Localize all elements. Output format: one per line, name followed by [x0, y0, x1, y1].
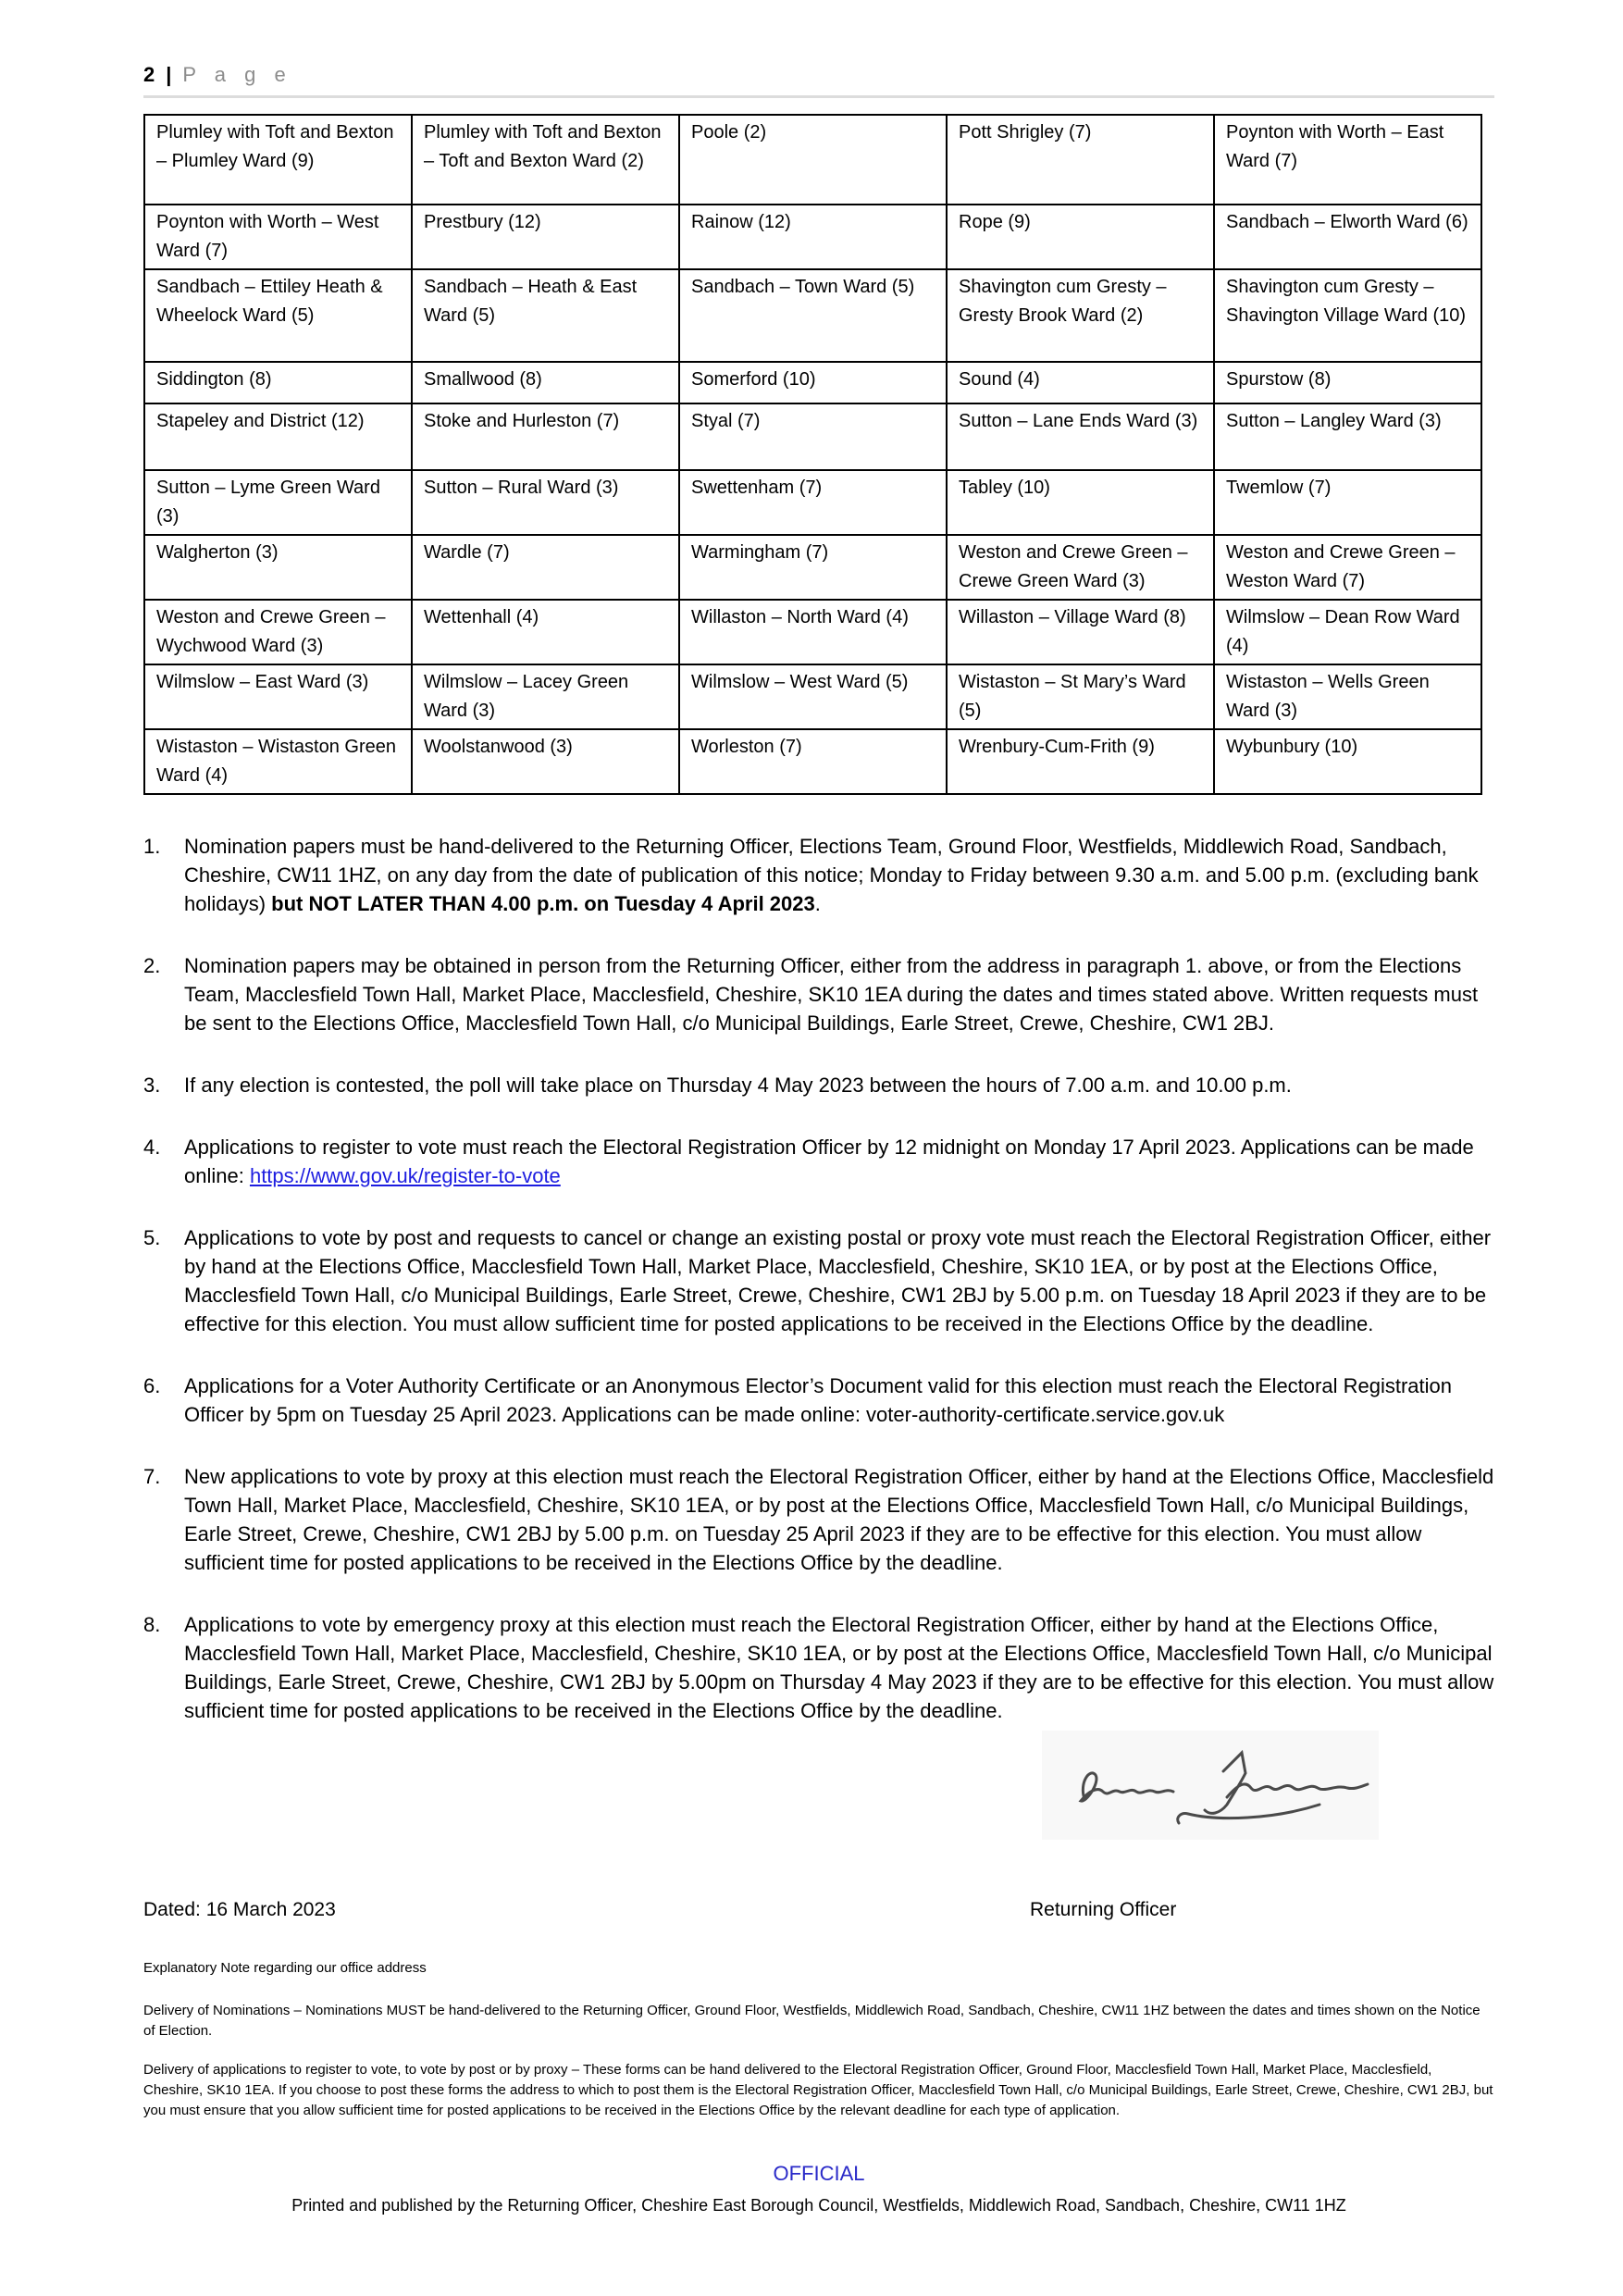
ward-cell: Wistaston – Wistaston Green Ward (4) [144, 729, 412, 794]
ward-cell: Prestbury (12) [412, 205, 679, 269]
list-item [143, 1071, 1494, 1099]
ward-cell: Wilmslow – Dean Row Ward (4) [1214, 600, 1481, 664]
ward-cell: Willaston – Village Ward (8) [947, 600, 1214, 664]
ward-cell: Sutton – Lane Ends Ward (3) [947, 403, 1214, 470]
ward-cell: Smallwood (8) [412, 362, 679, 403]
ward-cell: Willaston – North Ward (4) [679, 600, 947, 664]
table-row [144, 535, 1481, 600]
signature-area [143, 1731, 1494, 1842]
ward-cell: Wettenhall (4) [412, 600, 679, 664]
ward-cell: Wilmslow – Lacey Green Ward (3) [412, 664, 679, 729]
paragraph-text: Applications to vote by emergency proxy at this election must reach the Electoral Registration Officer, either by hand at the Elections Office, Macclesfield Town Hall, Market Place, Macclesfield, Cheshire, SK10 1EA, or by post at the Elections Office, Macclesfield Town Hall, c/o Municipal Buildings, Earle Street, Crewe, Cheshire, CW1 2BJ by 5.00pm on Thursday 4 May 2023 if they are to be effective for this election. You must allow sufficient time for posted applications to be received in the Elections Office by the deadline. [184, 1613, 1494, 1722]
ward-cell: Sutton – Lyme Green Ward (3) [144, 470, 412, 535]
page-header-separator: | [166, 63, 172, 86]
ward-cell: Plumley with Toft and Bexton – Plumley Ward (9) [144, 115, 412, 205]
list-item [143, 951, 1494, 1037]
paragraph-number: 4. [143, 1136, 161, 1159]
table-row [144, 362, 1481, 403]
paragraph-text: Nomination papers may be obtained in person from the Returning Officer, either from the address in paragraph 1. above, or from the Elections Team, Macclesfield Town Hall, Market Place, Macclesfield, Cheshire, SK10 1EA during the dates and times stated above. Written requests must be sent to the Elections Office, Macclesfield Town Hall, c/o Municipal Buildings, Earle Street, Crewe, Cheshire, CW1 2BJ. [184, 954, 1479, 1035]
ward-cell: Woolstanwood (3) [412, 729, 679, 794]
ward-cell: Poynton with Worth – West Ward (7) [144, 205, 412, 269]
table-row [144, 600, 1481, 664]
dated-label: Dated: 16 March 2023 [143, 1899, 336, 1920]
paragraph-number: 2. [143, 954, 161, 977]
paragraph-number: 5. [143, 1226, 161, 1249]
page-label: P a g e [182, 63, 292, 86]
ward-cell: Rope (9) [947, 205, 1214, 269]
ward-cell: Weston and Crewe Green – Crewe Green Ward (3) [947, 535, 1214, 600]
table-row [144, 205, 1481, 269]
ward-cell: Walgherton (3) [144, 535, 412, 600]
ward-cell: Weston and Crewe Green – Wychwood Ward (3) [144, 600, 412, 664]
ward-cell: Swettenham (7) [679, 470, 947, 535]
ward-cell: Wybunbury (10) [1214, 729, 1481, 794]
list-item [143, 1223, 1494, 1338]
ward-table-body [144, 115, 1481, 794]
register-to-vote-link[interactable]: https://www.gov.uk/register-to-vote [249, 1164, 561, 1187]
ward-cell: Siddington (8) [144, 362, 412, 403]
dated-row [143, 1899, 1494, 1927]
list-item [143, 1133, 1494, 1190]
note-paragraph: Delivery of applications to register to vote, to vote by post or by proxy – These forms can be hand delivered to the Electoral Registration Officer, Ground Floor, Macclesfield Town Hall, Market Place, Macclesfield, Cheshire, SK10 1EA. If you choose to post these forms the address to which to post them is the Electoral Registration Officer, Macclesfield Town Hall, c/o Municipal Buildings, Earle Street, Crewe, Cheshire, CW1 2BJ, but you must ensure that you allow sufficient time for posted applications to be received in the Elections Office by the relevant deadline for each type of application. [143, 2062, 1493, 2118]
ward-cell: Pott Shrigley (7) [947, 115, 1214, 205]
ward-cell: Shavington cum Gresty – Gresty Brook Ward (2) [947, 269, 1214, 362]
printed-line: Printed and published by the Returning Officer, Cheshire East Borough Council, Westfields, Middlewich Road, Sandbach, Cheshire, CW11 1HZ [291, 2196, 1346, 2215]
ward-cell: Sandbach – Elworth Ward (6) [1214, 205, 1481, 269]
ward-cell: Rainow (12) [679, 205, 947, 269]
notes-heading: Explanatory Note regarding our office address [143, 1960, 427, 1976]
ward-cell: Stoke and Hurleston (7) [412, 403, 679, 470]
table-row [144, 403, 1481, 470]
ward-cell: Styal (7) [679, 403, 947, 470]
returning-officer-label: Returning Officer [1030, 1899, 1177, 1920]
header-rule [143, 95, 1494, 98]
table-row [144, 729, 1481, 794]
ward-cell: Spurstow (8) [1214, 362, 1481, 403]
deadline-bold-text: but NOT LATER THAN 4.00 p.m. on Tuesday 4 April 2023 [271, 892, 815, 915]
paragraph-text: Applications for a Voter Authority Certificate or an Anonymous Elector’s Document valid for this election must reach the Electoral Registration Officer by 5pm on Tuesday 25 April 2023. Applications can be made online: voter-authority-certificate.service.gov.uk [184, 1374, 1452, 1426]
ward-cell: Wilmslow – East Ward (3) [144, 664, 412, 729]
numbered-list [143, 832, 1494, 1725]
ward-cell: Wardle (7) [412, 535, 679, 600]
ward-cell: Weston and Crewe Green – Weston Ward (7) [1214, 535, 1481, 600]
ward-table [143, 114, 1482, 795]
ward-cell: Wistaston – St Mary’s Ward (5) [947, 664, 1214, 729]
paragraph-number: 3. [143, 1074, 161, 1097]
ward-cell: Somerford (10) [679, 362, 947, 403]
paragraph-number: 8. [143, 1613, 161, 1636]
ward-cell: Sutton – Rural Ward (3) [412, 470, 679, 535]
table-row [144, 115, 1481, 205]
ward-cell: Twemlow (7) [1214, 470, 1481, 535]
paragraph-text: New applications to vote by proxy at this election must reach the Electoral Registration Officer, either by hand at the Elections Office, Macclesfield Town Hall, Market Place, Macclesfield, Cheshire, SK10 1EA, or by post at the Elections Office, Macclesfield Town Hall, c/o Municipal Buildings, Earle Street, Crewe, Cheshire, CW1 2BJ by 5.00 p.m. on Tuesday 25 April 2023 if they are to be effective for this election. You must allow sufficient time for posted applications to be received in the Elections Office by the deadline. [184, 1465, 1494, 1574]
ward-cell: Poynton with Worth – East Ward (7) [1214, 115, 1481, 205]
paragraph-text: Applications to register to vote must reach the Electoral Registration Officer by 12 midnight on Monday 17 April 2023. Applications can be made online: https://www.gov.uk/register-to-vote [184, 1136, 1474, 1187]
paragraph-number: 6. [143, 1374, 161, 1397]
list-item [143, 1371, 1494, 1429]
paragraph-text: Applications to vote by post and requests to cancel or change an existing postal or proxy vote must reach the Electoral Registration Officer, either by hand at the Elections Office, Macclesfield Town Hall, Market Place, Macclesfield, Cheshire, SK10 1EA, or by post at the Elections Office, Macclesfield Town Hall, c/o Municipal Buildings, Earle Street, Crewe, Cheshire, CW1 2BJ by 5.00 p.m. on Tuesday 18 April 2023 if they are to be effective for this election. You must allow sufficient time for posted applications to be received in the Elections Office by the deadline. [184, 1226, 1492, 1335]
page-number: 2 [143, 63, 155, 86]
ward-cell: Wilmslow – West Ward (5) [679, 664, 947, 729]
ward-cell: Sandbach – Town Ward (5) [679, 269, 947, 362]
list-item [143, 1462, 1494, 1577]
ward-cell: Worleston (7) [679, 729, 947, 794]
ward-cell: Sound (4) [947, 362, 1214, 403]
explanatory-notes [143, 1958, 1494, 2121]
ward-cell: Plumley with Toft and Bexton – Toft and Bexton Ward (2) [412, 115, 679, 205]
ward-cell: Wistaston – Wells Green Ward (3) [1214, 664, 1481, 729]
note-paragraph: Delivery of Nominations – Nominations MUST be hand-delivered to the Returning Officer, Ground Floor, Westfields, Middlewich Road, Sandbach, Cheshire, CW11 1HZ between the dates and times shown on the Notice of Election. [143, 2003, 1481, 2039]
list-item [143, 1610, 1494, 1725]
signature-scribble-icon [1042, 1731, 1379, 1840]
ward-cell: Wrenbury-Cum-Frith (9) [947, 729, 1214, 794]
signature-image [1042, 1731, 1379, 1840]
table-row [144, 269, 1481, 362]
table-row [144, 470, 1481, 535]
ward-cell: Shavington cum Gresty – Shavington Village Ward (10) [1214, 269, 1481, 362]
table-row [144, 664, 1481, 729]
ward-cell: Warmingham (7) [679, 535, 947, 600]
ward-cell: Sandbach – Heath & East Ward (5) [412, 269, 679, 362]
list-item [143, 832, 1494, 918]
paragraph-text: Nomination papers must be hand-delivered to the Returning Officer, Elections Team, Ground Floor, Westfields, Middlewich Road, Sandbach, Cheshire, CW11 1HZ, on any day from the date of publication of this notice; Monday to Friday between 9.30 a.m. and 5.00 p.m. (excluding bank holidays) but NOT LATER THAN 4.00 p.m. on Tuesday 4 April 2023. [184, 835, 1479, 915]
ward-cell: Sandbach – Ettiley Heath & Wheelock Ward (5) [144, 269, 412, 362]
official-marking: OFFICIAL [773, 2162, 865, 2185]
page-footer [143, 2162, 1494, 2215]
ward-cell: Stapeley and District (12) [144, 403, 412, 470]
notes-list [143, 2001, 1494, 2121]
ward-cell: Sutton – Langley Ward (3) [1214, 403, 1481, 470]
paragraph-text: If any election is contested, the poll will take place on Thursday 4 May 2023 between the hours of 7.00 a.m. and 10.00 p.m. [184, 1074, 1292, 1097]
page-header [143, 63, 1494, 87]
ward-cell: Tabley (10) [947, 470, 1214, 535]
paragraph-number: 7. [143, 1465, 161, 1488]
paragraph-number: 1. [143, 835, 161, 858]
ward-cell: Poole (2) [679, 115, 947, 205]
